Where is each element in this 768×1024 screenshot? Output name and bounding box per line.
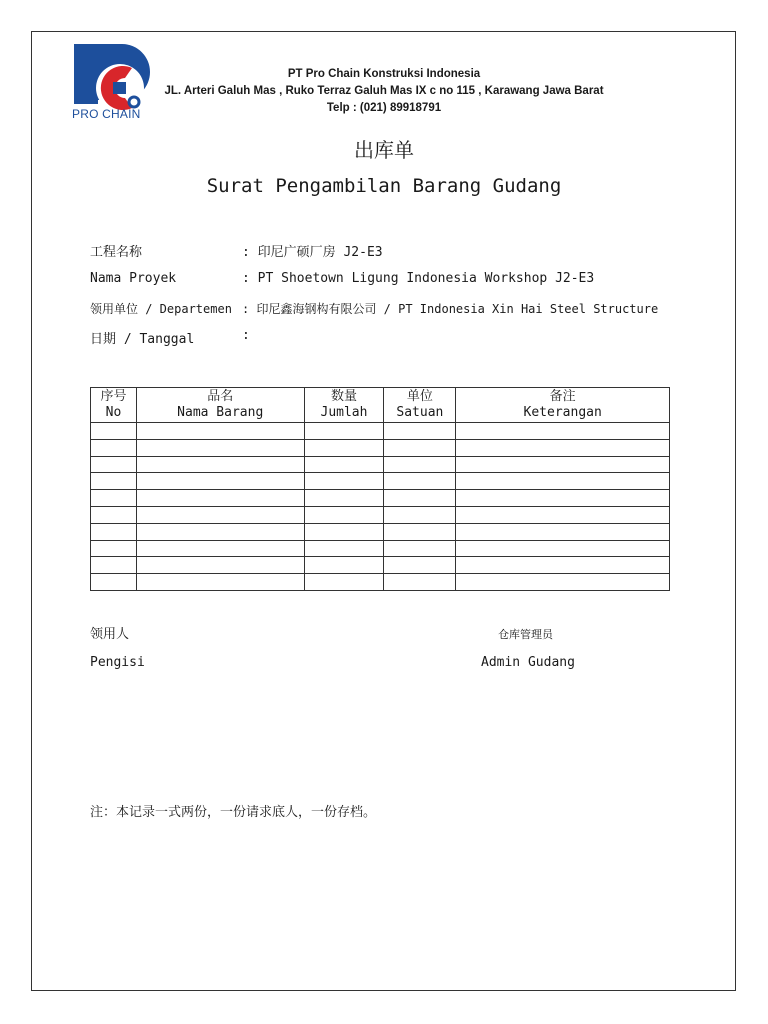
table-cell: [384, 523, 456, 540]
company-header: [160, 66, 608, 117]
table-cell: [91, 473, 137, 490]
admin-label-cn: 仓库管理员: [498, 628, 553, 641]
table-cell: [384, 540, 456, 557]
table-cell: [384, 557, 456, 574]
footnote: 注：本记录一式两份，一份请求底人，一份存档。: [90, 805, 377, 820]
dept-value: : 印尼鑫海钢构有限公司 / PT Indonesia Xin Hai Steel Structure: [242, 302, 659, 316]
title-indonesian: Surat Pengambilan Barang Gudang: [206, 175, 562, 197]
pengisi-label-id: Pengisi: [90, 655, 145, 670]
header-quantity: 数量 Jumlah: [304, 388, 384, 423]
table-row: [91, 574, 670, 591]
table-cell: [91, 540, 137, 557]
table-cell: [456, 574, 670, 591]
table-cell: [304, 473, 384, 490]
table-cell: [136, 473, 304, 490]
table-cell: [91, 557, 137, 574]
table-cell: [136, 540, 304, 557]
admin-label-id: Admin Gudang: [481, 655, 575, 670]
company-name: PT Pro Chain Konstruksi Indonesia: [287, 68, 481, 80]
table-header-row: [91, 388, 670, 423]
table-row: [91, 523, 670, 540]
table-cell: [456, 490, 670, 507]
table-cell: [136, 557, 304, 574]
table-cell: [136, 490, 304, 507]
table-cell: [384, 506, 456, 523]
table-cell: [456, 523, 670, 540]
table-cell: [456, 456, 670, 473]
table-cell: [456, 473, 670, 490]
table-cell: [91, 574, 137, 591]
table-cell: [136, 574, 304, 591]
table-row: [91, 473, 670, 490]
table-row: [91, 423, 670, 440]
company-address: JL. Arteri Galuh Mas , Ruko Terraz Galuh Mas IX c no 115 , Karawang Jawa Barat: [164, 85, 604, 97]
table-row: [91, 456, 670, 473]
table-row: [91, 540, 670, 557]
table-cell: [304, 456, 384, 473]
table-cell: [304, 506, 384, 523]
table-cell: [91, 423, 137, 440]
table-cell: [136, 439, 304, 456]
table-cell: [91, 490, 137, 507]
header-no: 序号 No: [91, 388, 137, 423]
table-cell: [136, 456, 304, 473]
table-cell: [91, 439, 137, 456]
table-cell: [304, 574, 384, 591]
table-cell: [304, 439, 384, 456]
items-table: [90, 387, 670, 591]
header-item-name: 品名 Nama Barang: [136, 388, 304, 423]
table-cell: [384, 490, 456, 507]
table-cell: [456, 540, 670, 557]
table-cell: [304, 540, 384, 557]
table-row: [91, 557, 670, 574]
header-remarks: 备注 Keterangan: [456, 388, 670, 423]
header-unit: 单位 Satuan: [384, 388, 456, 423]
table-cell: [91, 506, 137, 523]
dept-label: 领用单位 / Departemen: [90, 302, 232, 316]
table-cell: [456, 439, 670, 456]
project-id-value: : PT Shoetown Ligung Indonesia Workshop J2-E3: [242, 271, 595, 286]
table-cell: [384, 439, 456, 456]
table-row: [91, 439, 670, 456]
table-cell: [136, 523, 304, 540]
table-cell: [384, 574, 456, 591]
project-cn-label: 工程名称: [90, 245, 143, 260]
table-cell: [384, 423, 456, 440]
company-phone: Telp : (021) 89918791: [326, 102, 442, 114]
table-cell: [456, 506, 670, 523]
logo-text: PRO CHAIN: [72, 107, 141, 121]
table-cell: [456, 423, 670, 440]
table-cell: [91, 523, 137, 540]
table-cell: [136, 423, 304, 440]
date-label: 日期 / Tanggal: [90, 332, 195, 347]
table-row: [91, 506, 670, 523]
table-cell: [304, 490, 384, 507]
table-cell: [384, 473, 456, 490]
table-cell: [384, 456, 456, 473]
table-cell: [304, 523, 384, 540]
table-cell: [456, 557, 670, 574]
table-row: [91, 490, 670, 507]
table-cell: [304, 557, 384, 574]
table-cell: [91, 456, 137, 473]
title-chinese: 出库单: [354, 138, 414, 162]
date-value: :: [242, 328, 250, 343]
table-cell: [304, 423, 384, 440]
project-id-label: Nama Proyek: [90, 271, 177, 286]
table-cell: [136, 506, 304, 523]
project-cn-value: : 印尼广硕厂房 J2-E3: [242, 245, 383, 260]
pengisi-label-cn: 领用人: [90, 627, 130, 642]
